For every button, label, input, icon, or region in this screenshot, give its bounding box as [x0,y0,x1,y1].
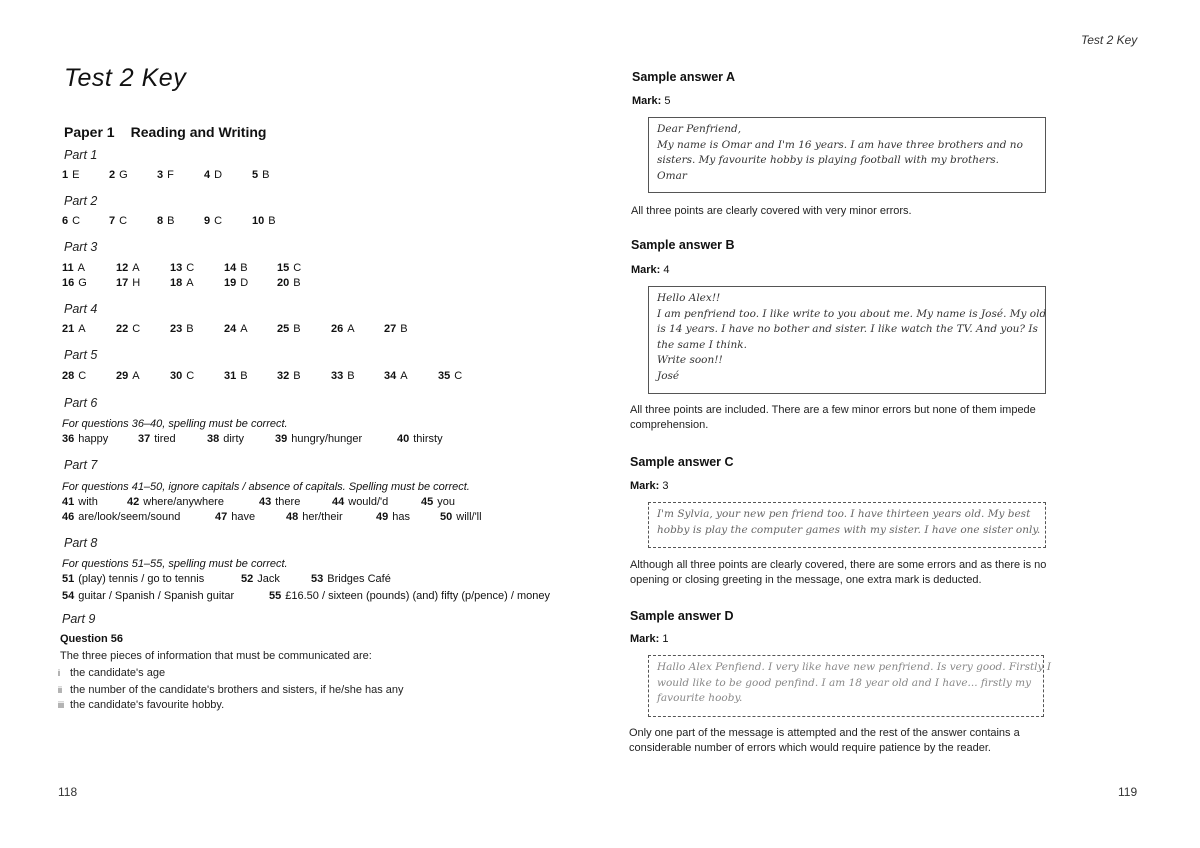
mark-value: 1 [662,633,669,645]
question-number: 18 [170,277,183,289]
point-item [58,699,224,711]
answer-text: are/look/seem/sound [78,511,181,523]
answer-item [376,511,410,523]
answer-line: is 14 years. I have no bother and sister. I like watch the TV. And you? Is [657,323,1038,335]
answer-text: thirsty [413,433,443,445]
part-3-label: Part 3 [64,240,98,254]
answer-text: C [132,323,141,335]
question-number: 41 [62,496,75,508]
question-number: 5 [252,169,259,181]
answer-item [252,169,269,181]
answer-item [116,277,140,289]
answer-item [170,323,194,335]
answer-item [170,277,194,289]
answer-text: B [167,215,175,227]
question-number: 10 [252,215,265,227]
question-number: 34 [384,370,397,382]
answer-text: C [186,262,195,274]
answer-item [215,511,255,523]
answer-text: (play) tennis / go to tennis [78,573,205,585]
answer-text: A [400,370,408,382]
part-2-label: Part 2 [64,194,98,208]
question-number: 48 [286,511,299,523]
answer-text: B [240,370,248,382]
part-6-note: For questions 36–40, spelling must be correct. [62,418,288,430]
answer-text: B [293,277,301,289]
answer-text: B [293,370,301,382]
answer-text: C [454,370,463,382]
answer-text: £16.50 / sixteen (pounds) (and) fifty (p/pence) / money [285,590,551,602]
answer-line: hobby is play the computer games with my sister. I have one sister only. [657,523,1041,536]
answer-item [311,573,391,585]
sample-b-comment: All three points are included. There are a few minor errors but none of them impede comprehension. [630,404,1036,431]
answer-item [331,370,355,382]
answer-text: there [275,496,301,508]
question-number: 2 [109,169,116,181]
question-number: 21 [62,323,75,335]
answer-text: B [262,169,270,181]
answer-item [116,370,140,382]
sample-a-answer-box [648,117,1046,193]
mark-value: 5 [664,95,671,107]
answer-text: C [78,370,87,382]
answer-text: A [240,323,248,335]
answer-line: José [657,369,680,382]
answer-text: guitar / Spanish / Spanish guitar [78,590,235,602]
sample-c-comment: Although all three points are clearly covered, there are some errors and as there is no opening or closing greeting in the message, one extra mark is deducted. [630,559,1047,586]
question-number: 17 [116,277,129,289]
point-text: the number of the candidate's brothers and sisters, if he/she has any [70,684,404,696]
sample-a-mark [632,95,671,107]
question-number: 3 [157,169,164,181]
answer-item [109,215,127,227]
part-7-label: Part 7 [64,458,98,472]
mark-label: Mark: [632,95,662,107]
question-number: 11 [62,262,74,274]
question-number: 50 [440,511,453,523]
question-number: 54 [62,590,75,602]
point-item [58,684,404,696]
answer-item [286,511,343,523]
answer-item [277,323,301,335]
answer-item [204,169,222,181]
question-number: 35 [438,370,451,382]
question-number: 6 [62,215,69,227]
running-head: Test 2 Key [1081,33,1138,47]
answer-item [331,323,355,335]
answer-line: the same I think. [657,338,747,351]
sample-b-answer-box [648,286,1046,394]
right-page [600,0,1200,848]
sample-d-answer-box [648,655,1051,717]
question-number: 55 [269,590,282,602]
answer-item [204,215,222,227]
answer-item [259,496,300,508]
answer-text: H [132,277,141,289]
answer-text: B [293,323,301,335]
sample-d-heading: Sample answer D [630,609,734,623]
answer-text: hungry/hunger [291,433,363,445]
answer-line: Hello Alex!! [657,292,721,304]
question-number: 22 [116,323,129,335]
sample-b-mark [631,264,670,276]
answer-text: C [186,370,195,382]
question-number: 46 [62,511,75,523]
sample-c-answer-box [648,502,1046,548]
answer-line: My name is Omar and I'm 16 years. I am have three brothers and no [657,138,1023,151]
answer-item [62,511,180,523]
answer-text: Bridges Café [327,573,391,585]
answer-item [109,169,128,181]
point-text: the candidate's age [70,667,166,679]
answer-item [224,370,248,382]
question-number: 25 [277,323,290,335]
answer-text: would/'d [348,496,389,508]
sample-a-comment: All three points are clearly covered with very minor errors. [631,205,912,217]
question-number: 47 [215,511,228,523]
answer-item [241,573,280,585]
question-number: 33 [331,370,344,382]
answer-item [62,573,204,585]
paper-name: Reading and Writing [130,124,267,140]
answer-item [127,496,224,508]
answer-text: G [119,169,128,181]
answer-text: will/'ll [456,511,482,523]
page-number-left: 118 [58,785,78,799]
answer-text: C [119,215,128,227]
answer-line: would like to be good penfind. I am 18 year old and I have... firstly my [657,676,1032,689]
mark-label: Mark: [630,633,660,645]
answer-text: C [72,215,81,227]
answer-text: A [77,262,85,274]
answer-item [277,277,301,289]
question-number: 44 [332,496,345,508]
mark-label: Mark: [631,264,661,276]
answer-text: C [293,262,302,274]
question-number: 31 [224,370,237,382]
question-number: 15 [277,262,290,274]
question-number: 51 [62,573,75,585]
question-number: 14 [224,262,237,274]
answer-text: B [186,323,194,335]
answer-line: I am penfriend too. I like write to you about me. My name is José. My old [657,307,1047,320]
answer-item [62,590,234,602]
answer-line: sisters. My favourite hobby is playing football with my brothers. [657,154,999,166]
question-number: 4 [204,169,211,181]
answer-item [207,433,244,445]
question-number: 1 [62,169,69,181]
question-number: 20 [277,277,290,289]
answer-line: I'm Sylvia, your new pen friend too. I have thirteen years old. My best [657,508,1031,520]
question-number: 30 [170,370,183,382]
page-number-right: 119 [1118,785,1138,799]
part-1-label: Part 1 [64,148,98,162]
question-number: 23 [170,323,183,335]
question-number: 16 [62,277,75,289]
question-number: 28 [62,370,75,382]
answer-item [275,433,362,445]
sample-c-heading: Sample answer C [630,455,734,469]
answer-item [62,323,86,335]
answer-text: B [400,323,408,335]
answer-item [277,262,301,274]
answer-text: has [392,511,410,523]
page-title: Test 2 Key [64,64,187,92]
question-number: 26 [331,323,344,335]
sample-c-mark [630,480,669,492]
question-number: 29 [116,370,129,382]
answer-item [277,370,301,382]
answer-item [224,262,248,274]
answer-line: favourite hooby. [657,692,743,704]
answer-item [62,169,79,181]
answer-item [384,323,408,335]
answer-item [138,433,176,445]
question-56-intro: The three pieces of information that must be communicated are: [60,650,372,662]
answer-item [421,496,455,508]
mark-label: Mark: [630,480,660,492]
answer-item [224,277,248,289]
question-number: 32 [277,370,290,382]
answer-text: A [186,277,194,289]
question-number: 8 [157,215,164,227]
answer-item [269,590,550,602]
answer-text: F [167,169,174,181]
answer-item [62,370,86,382]
answer-item [440,511,482,523]
question-number: 45 [421,496,434,508]
question-number: 13 [170,262,183,274]
answer-text: you [437,496,455,508]
answer-text: E [72,169,80,181]
question-number: 42 [127,496,140,508]
point-number: iii [58,700,64,710]
answer-text: with [78,496,98,508]
question-number: 53 [311,573,324,585]
part-7-note: For questions 41–50, ignore capitals / absence of capitals. Spelling must be correct. [62,481,470,493]
answer-line: Omar [657,169,687,182]
answer-text: D [214,169,223,181]
point-text: the candidate's favourite hobby. [70,699,225,711]
question-number: 27 [384,323,397,335]
part-4-label: Part 4 [64,302,98,316]
answer-item [116,262,140,274]
answer-item [62,262,85,274]
mark-value: 4 [663,264,670,276]
answer-text: her/their [302,511,343,523]
question-number: 37 [138,433,151,445]
answer-text: have [231,511,256,523]
answer-item [157,215,174,227]
question-number: 43 [259,496,272,508]
sample-d-comment: Only one part of the message is attempted and the rest of the answer contains a considerable number of errors which would require patience by the reader. [629,727,1020,754]
answer-text: A [132,262,140,274]
sample-a-heading: Sample answer A [632,70,736,84]
point-number: i [58,668,60,678]
answer-text: A [132,370,140,382]
answer-item [438,370,462,382]
answer-item [116,323,140,335]
part-8-label: Part 8 [64,536,98,550]
question-number: 36 [62,433,75,445]
answer-line: Dear Penfriend, [657,123,742,135]
answer-item [62,433,108,445]
answer-item [252,215,276,227]
question-number: 19 [224,277,237,289]
sample-b-heading: Sample answer B [631,238,735,252]
answer-text: Jack [257,573,280,585]
answer-item [397,433,443,445]
answer-text: A [78,323,86,335]
answer-text: D [240,277,249,289]
point-number: ii [58,685,62,695]
question-number: 24 [224,323,237,335]
part-6-label: Part 6 [64,396,98,410]
question-number: 38 [207,433,220,445]
answer-line: Hallo Alex Penfiend. I very like have new penfriend. Is very good. Firstly I [657,661,1051,673]
question-number: 12 [116,262,129,274]
question-number: 39 [275,433,288,445]
answer-text: B [240,262,248,274]
answer-text: dirty [223,433,245,445]
answer-item [62,215,80,227]
mark-value: 3 [662,480,669,492]
question-number: 7 [109,215,116,227]
question-number: 52 [241,573,254,585]
answer-text: happy [78,433,109,445]
answer-text: B [347,370,355,382]
answer-text: B [268,215,276,227]
sample-d-mark [630,633,669,645]
answer-text: A [347,323,355,335]
question-number: 49 [376,511,389,523]
paper-label: Paper 1 [64,124,115,140]
part-9-label: Part 9 [62,612,96,626]
answer-text: tired [154,433,176,445]
answer-item [224,323,248,335]
answer-item [62,496,98,508]
answer-text: C [214,215,223,227]
point-item [58,667,165,679]
answer-item [157,169,174,181]
part-8-note: For questions 51–55, spelling must be correct. [62,558,288,570]
answer-item [170,262,194,274]
answer-text: where/anywhere [143,496,224,508]
answer-item [384,370,408,382]
answer-line: Write soon!! [657,354,723,366]
question-56-heading: Question 56 [60,633,123,645]
part-5-label: Part 5 [64,348,98,362]
answer-item [170,370,194,382]
answer-item [62,277,87,289]
question-number: 9 [204,215,211,227]
answer-text: G [78,277,87,289]
question-number: 40 [397,433,410,445]
paper-heading [64,124,266,140]
answer-item [332,496,388,508]
